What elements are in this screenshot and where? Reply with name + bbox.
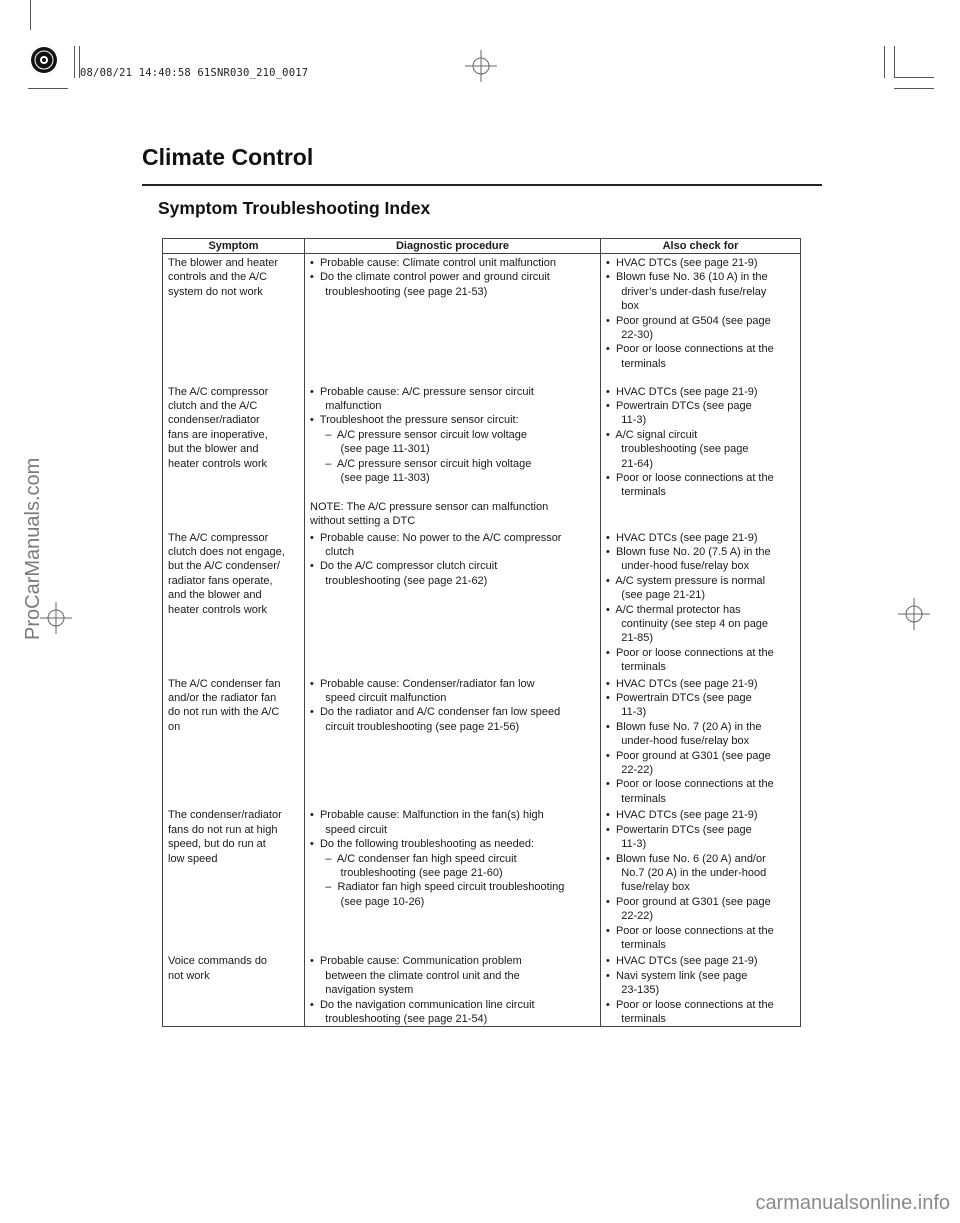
print-stamp: 08/08/21 14:40:58 61SNR030_210_0017 bbox=[80, 67, 309, 79]
procedure-cell: • Probable cause: No power to the A/C compressor clutch • Do the A/C compressor clutch circuit troubleshooting (see page 21-62) bbox=[310, 531, 562, 587]
also-check-cell: • HVAC DTCs (see page 21-9) • Powertrain DTCs (see page 11-3) • A/C signal circuit troubleshooting (see page 21-64) • Poor or loose connections at the terminals bbox=[606, 385, 774, 499]
table-row bbox=[163, 806, 801, 952]
symptom-cell: The condenser/radiator fans do not run at high speed, but do run at low speed bbox=[168, 809, 282, 865]
section-title: Symptom Troubleshooting Index bbox=[158, 198, 431, 218]
page-title: Climate Control bbox=[142, 144, 314, 170]
symptom-table bbox=[162, 238, 801, 1027]
table-row bbox=[163, 254, 801, 383]
also-check-cell: • HVAC DTCs (see page 21-9) • Powertrain DTCs (see page 11-3) • Blown fuse No. 7 (20 A) in the under-hood fuse/relay box • Poor ground at G301 (see page 22-22) • Poor or loose connections at the terminals bbox=[606, 677, 774, 805]
footer-watermark: carmanualsonline.info bbox=[755, 1192, 950, 1214]
also-check-cell: • HVAC DTCs (see page 21-9) • Powertarin DTCs (see page 11-3) • Blown fuse No. 6 (20 A) and/or No.7 (20 A) in the under-hood fuse/relay box • Poor ground at G301 (see page 22-22) • Poor or loose connections at the terminals bbox=[606, 809, 774, 951]
procedure-cell: • Probable cause: Malfunction in the fan(s) high speed circuit • Do the following troubleshooting as needed: – A/C condenser fan high speed circuit troubleshooting (see page 21-60) – Radiator fan high speed circuit troubleshooting (see page 10-26) bbox=[310, 809, 565, 908]
also-check-cell: • HVAC DTCs (see page 21-9) • Blown fuse No. 36 (10 A) in the driver’s under-dash fuse/relay box • Poor ground at G504 (see page 22-30) • Poor or loose connections at the terminals bbox=[606, 257, 774, 370]
title-rule bbox=[142, 184, 822, 186]
procedure-cell: • Probable cause: Climate control unit malfunction • Do the climate control power and ground circuit troubleshooting (see page 21-53) bbox=[310, 257, 556, 298]
column-header-also-check: Also check for bbox=[601, 239, 801, 254]
column-header-procedure: Diagnostic procedure bbox=[305, 239, 601, 254]
procedure-cell: • Probable cause: A/C pressure sensor circuit malfunction • Troubleshoot the pressure sensor circuit: – A/C pressure sensor circuit low voltage (see page 11-301) – A/C pressure sensor circuit high voltage (see page 11-303) NOTE: The A/C pressure sensor can malfunction without setting a DTC bbox=[310, 385, 549, 528]
symptom-cell: Voice commands do not work bbox=[168, 955, 268, 982]
symptom-cell: The A/C compressor clutch does not engage, but the A/C condenser/ radiator fans operate, and the blower and heater controls work bbox=[168, 531, 285, 616]
side-watermark: ProCarManuals.com bbox=[22, 457, 44, 640]
symptom-cell: The blower and heater controls and the A/C system do not work bbox=[168, 257, 279, 298]
procedure-cell: • Probable cause: Condenser/radiator fan low speed circuit malfunction • Do the radiator and A/C condenser fan low speed circuit troubleshooting (see page 21-56) bbox=[310, 677, 561, 733]
column-header-symptom: Symptom bbox=[163, 239, 305, 254]
symptom-cell: The A/C compressor clutch and the A/C condenser/radiator fans are inoperative, but the blower and heater controls work bbox=[168, 385, 269, 470]
also-check-cell: • HVAC DTCs (see page 21-9) • Blown fuse No. 20 (7.5 A) in the under-hood fuse/relay box • A/C system pressure is normal (see page 21-21) • A/C thermal protector has continuity (see step 4 on page 21-85) • Poor or loose connections at the terminals bbox=[606, 531, 774, 674]
corner-target-icon bbox=[29, 45, 59, 75]
table-row bbox=[163, 952, 801, 1027]
crosshair-icon bbox=[465, 50, 497, 82]
crosshair-icon bbox=[898, 598, 930, 630]
symptom-cell: The A/C condenser fan and/or the radiator fan do not run with the A/C on bbox=[168, 677, 281, 733]
table-row bbox=[163, 383, 801, 529]
procedure-cell: • Probable cause: Communication problem between the climate control unit and the navigation system • Do the navigation communication line circuit troubleshooting (see page 21-54) bbox=[310, 955, 535, 1025]
table-row bbox=[163, 529, 801, 675]
table-header-row bbox=[163, 239, 801, 254]
also-check-cell: • HVAC DTCs (see page 21-9) • Navi system link (see page 23-135) • Poor or loose connections at the terminals bbox=[606, 955, 774, 1025]
table-row bbox=[163, 675, 801, 807]
